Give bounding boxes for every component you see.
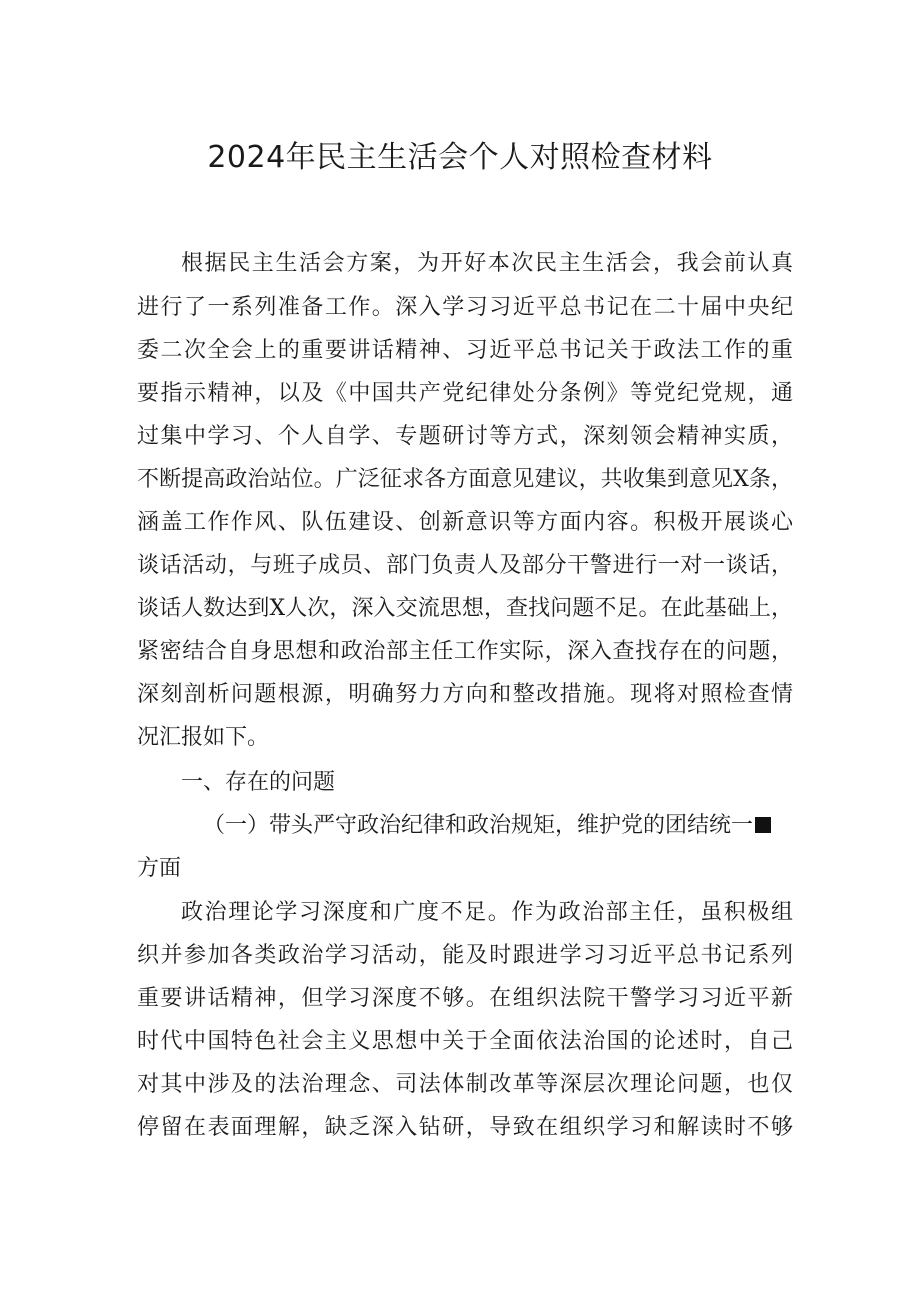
paragraph-1-line: 况汇报如下。 <box>137 725 270 750</box>
square-mark-icon <box>755 817 771 833</box>
paragraph-2-line: 停留在表面理解，缺乏深入钻研，导致在组织学习和解读时不够 <box>137 1115 793 1140</box>
paragraph-1-line: 进行了一系列准备工作。深入学习习近平总书记在二十届中央纪 <box>137 295 793 320</box>
paragraph-1-line: 涵盖工作作风、队伍建设、创新意识等方面内容。积极开展谈心 <box>137 510 793 535</box>
paragraph-1-line: 谈话活动，与班子成员、部门负责人及部分干警进行一对一谈话， <box>137 553 793 578</box>
subsection-heading-text: （一）带头严守政治纪律和政治规矩，维护党的团结统一 <box>203 813 754 838</box>
subsection-heading-line: 方面 <box>137 856 182 881</box>
paragraph-2-line: 政治理论学习深度和广度不足。作为政治部主任，虽积极组 <box>181 900 793 925</box>
paragraph-1-line: 不断提高政治站位。广泛征求各方面意见建议，共收集到意见X条， <box>137 467 793 492</box>
paragraph-1-line: 委二次全会上的重要讲话精神、习近平总书记关于政法工作的重 <box>137 338 793 363</box>
paragraph-1-line: 深刻剖析问题根源，明确努力方向和整改措施。现将对照检查情 <box>137 682 793 707</box>
paragraph-2-line: 时代中国特色社会主义思想中关于全面依法治国的论述时，自己 <box>137 1029 793 1054</box>
document-title: 2024年民主生活会个人对照检查材料 <box>207 140 713 175</box>
paragraph-2-line: 重要讲话精神，但学习深度不够。在组织法院干警学习习近平新 <box>137 986 793 1011</box>
paragraph-1-line: 紧密结合自身思想和政治部主任工作实际，深入查找存在的问题， <box>137 639 793 664</box>
paragraph-1-line: 谈话人数达到X人次，深入交流思想，查找问题不足。在此基础上， <box>137 596 793 621</box>
paragraph-1-line: 根据民主生活会方案，为开好本次民主生活会，我会前认真 <box>181 251 793 276</box>
paragraph-2-line: 对其中涉及的法治理念、司法体制改革等深层次理论问题，也仅 <box>137 1072 793 1097</box>
paragraph-1-line: 过集中学习、个人自学、专题研讨等方式，深刻领会精神实质， <box>137 424 793 449</box>
subsection-heading-line <box>203 811 793 841</box>
section-heading: 一、存在的问题 <box>181 770 336 795</box>
paragraph-1-line: 要指示精神，以及《中国共产党纪律处分条例》等党纪党规，通 <box>137 381 793 406</box>
paragraph-2-line: 织并参加各类政治学习活动，能及时跟进学习习近平总书记系列 <box>137 943 793 968</box>
